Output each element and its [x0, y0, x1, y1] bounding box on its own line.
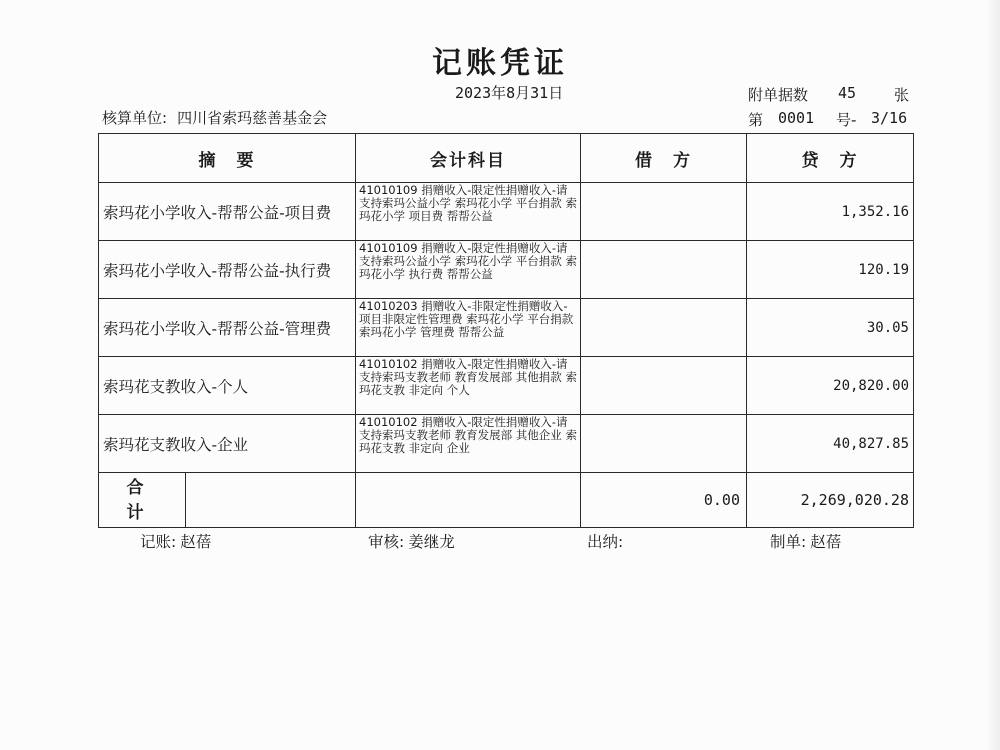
row-credit: 30.05: [747, 299, 914, 357]
signature-bookkeeper: [140, 530, 211, 552]
voucher-date: 2023年8月31日: [455, 84, 564, 102]
voucher-no-suffix: 号-: [836, 111, 857, 129]
reviewer-label: 审核:: [368, 533, 405, 551]
signature-cashier: [587, 530, 627, 552]
header-debit: 借 方: [581, 134, 747, 183]
row-debit: [581, 241, 747, 299]
row-summary: 索玛花支教收入-企业: [99, 415, 356, 473]
total-label: [99, 473, 356, 528]
total-divider: [185, 473, 355, 527]
row-debit: [581, 299, 747, 357]
reviewer-name: 姜继龙: [408, 533, 455, 551]
total-account-blank: [356, 473, 581, 528]
row-account: 41010102 捐赠收入-限定性捐赠收入-请支持索玛支教老师 教育发展部 其他捐款 索玛花支教 非定向 个人: [356, 357, 581, 415]
bookkeeper-label: 记账:: [140, 533, 177, 551]
row-account: 41010102 捐赠收入-限定性捐赠收入-请支持索玛支教老师 教育发展部 其他企业 索玛花支教 非定向 企业: [356, 415, 581, 473]
row-account: 41010203 捐赠收入-非限定性捐赠收入-项目非限定性管理费 索玛花小学 平台捐款 索玛花小学 管理费 帮帮公益: [356, 299, 581, 357]
page-edge-shadow: [986, 0, 1000, 750]
attachments-label: 附单据数: [748, 86, 809, 104]
row-account: 41010109 捐赠收入-限定性捐赠收入-请支持索玛公益小学 索玛花小学 平台捐款 索玛花小学 执行费 帮帮公益: [356, 241, 581, 299]
table-row: [99, 299, 914, 357]
table-row: [99, 415, 914, 473]
row-credit: 120.19: [747, 241, 914, 299]
accounting-unit-value: 四川省索玛慈善基金会: [177, 109, 328, 127]
voucher-no-prefix: 第: [748, 111, 764, 129]
header-credit: 贷 方: [747, 134, 914, 183]
signature-preparer: [770, 530, 841, 552]
signature-reviewer: [368, 530, 455, 552]
row-account: 41010109 捐赠收入-限定性捐赠收入-请支持索玛公益小学 索玛花小学 平台捐款 索玛花小学 项目费 帮帮公益: [356, 183, 581, 241]
row-credit: 40,827.85: [747, 415, 914, 473]
bookkeeper-name: 赵蓓: [180, 533, 212, 551]
row-credit: 1,352.16: [747, 183, 914, 241]
header-account: 会计科目: [356, 134, 581, 183]
accounting-unit: [102, 107, 337, 128]
row-credit: 20,820.00: [747, 357, 914, 415]
preparer-label: 制单:: [770, 533, 807, 551]
attachments-unit: 张: [894, 86, 910, 104]
total-credit: 2,269,020.28: [747, 473, 914, 528]
row-debit: [581, 183, 747, 241]
voucher-title: 记账凭证: [432, 46, 568, 81]
voucher-no-number: 0001: [778, 109, 815, 127]
row-summary: 索玛花小学收入-帮帮公益-执行费: [99, 241, 356, 299]
table-row: [99, 357, 914, 415]
row-summary: 索玛花小学收入-帮帮公益-管理费: [99, 299, 356, 357]
voucher-no-page: 3/16: [871, 109, 908, 127]
voucher-table: [98, 133, 914, 528]
attachments-number: 45: [838, 84, 857, 102]
row-debit: [581, 415, 747, 473]
row-summary: 索玛花小学收入-帮帮公益-项目费: [99, 183, 356, 241]
table-row: [99, 241, 914, 299]
total-row: [99, 473, 914, 528]
total-debit: 0.00: [581, 473, 747, 528]
accounting-unit-label: 核算单位:: [102, 109, 168, 127]
preparer-name: 赵蓓: [810, 533, 842, 551]
row-debit: [581, 357, 747, 415]
table-row: [99, 183, 914, 241]
cashier-label: 出纳:: [587, 533, 624, 551]
table-header-row: [99, 134, 914, 183]
total-label-text: 合 计: [126, 478, 189, 523]
header-summary: 摘 要: [99, 134, 356, 183]
row-summary: 索玛花支教收入-个人: [99, 357, 356, 415]
